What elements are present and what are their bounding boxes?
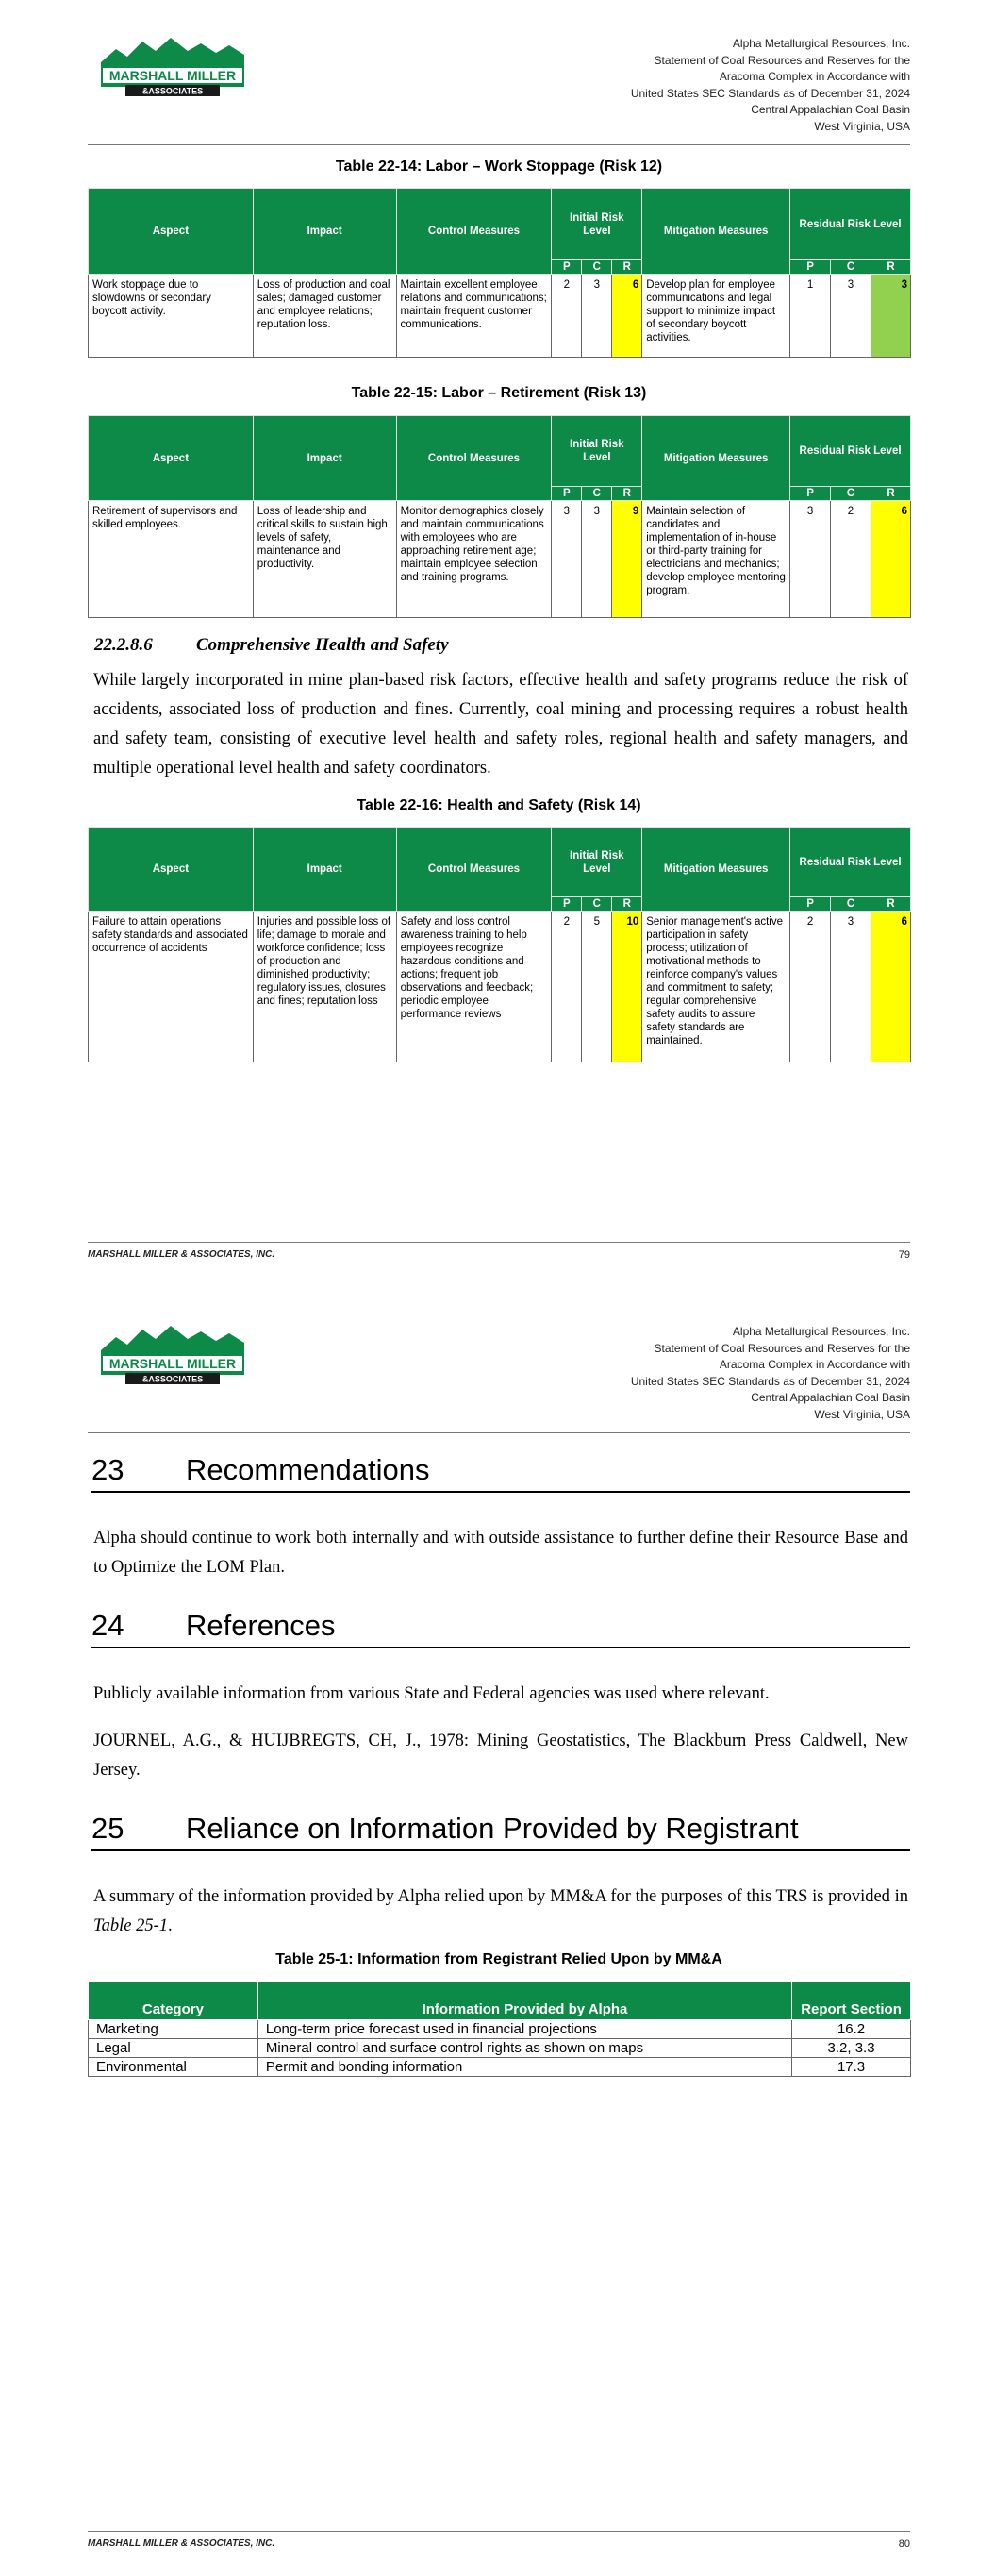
col-aspect: Aspect <box>89 189 254 275</box>
section-paragraph: JOURNEL, A.G., & HUIJBREGTS, CH, J., 1978: Mining Geostatistics, The Blackburn Press Caldwell, New Jersey. <box>93 1731 908 1780</box>
col-category: Category <box>89 1982 258 2020</box>
section-paragraph: Publicly available information from various State and Federal agencies was used where relevant. <box>93 1684 770 1703</box>
col-initial: Initial Risk Level <box>552 189 642 260</box>
col-residual: Residual Risk Level <box>790 189 911 260</box>
risk-level-yellow: 6 <box>871 912 910 1062</box>
risk-table-22-15: Aspect Impact Control Measures Initial Risk Level Mitigation Measures Residual Risk Level P C R P C R Retirement of supervisors and skilled employees. Loss of leadership and critical skills to sustain high levels of safety, maintenance and productivity. Monitor demographics closely and maintain communications with employees who are approaching retirement age; maintain employee selection and training programs. 3 3 9 Maintain selection of candidates and implementation of in-house or third-party training for electricians and mechanics; develop employee mentoring program. 3 2 6 <box>88 415 911 618</box>
table-row: Retirement of supervisors and skilled employees. Loss of leadership and critical skills to sustain high levels of safety, maintenance and productivity. Monitor demographics closely and maintain communications with employees who are approaching retirement age; maintain employee selection and training programs. 3 3 9 Maintain selection of candidates and implementation of in-house or third-party training for electricians and mechanics; develop employee mentoring program. 3 2 6 <box>89 501 911 618</box>
table-25-1 <box>88 1981 911 2077</box>
section-paragraph: Alpha should continue to work both internally and with outside assistance to further define their Resource Base and to Optimize the LOM Plan. <box>93 1529 908 1577</box>
section-heading: 25 Reliance on Information Provided by Registrant <box>91 1812 910 1851</box>
section-heading: 22.2.8.6 Comprehensive Health and Safety <box>94 635 449 655</box>
header-rule <box>88 1432 910 1433</box>
col-mitigation: Mitigation Measures <box>642 189 790 275</box>
risk-level-yellow: 9 <box>612 501 642 618</box>
page-number: 80 <box>898 2538 910 2550</box>
page-number: 79 <box>898 1249 910 1261</box>
mma-logo <box>97 1318 248 1386</box>
page-80 <box>0 1288 995 2576</box>
document-header: Alpha Metallurgical Resources, Inc. Statement of Coal Resources and Reserves for the Aracoma Complex in Accordance with United States SEC Standards as of December 31, 2024 Central Appalachian Coal Basin West Virginia, USA <box>630 37 910 133</box>
svg-text:&ASSOCIATES: &ASSOCIATES <box>141 1374 204 1384</box>
table-caption: Table 22-16: Health and Safety (Risk 14) <box>357 797 641 813</box>
risk-level-yellow: 6 <box>871 501 910 618</box>
svg-text:MARSHALL MILLER: MARSHALL MILLER <box>108 1356 237 1371</box>
table-row: Legal Mineral control and surface control rights as shown on maps 3.2, 3.3 <box>89 2039 911 2058</box>
section-paragraph: A summary of the information provided by Alpha relied upon by MM&A for the purposes of this TRS is provided in Table 25-1. <box>93 1887 908 1935</box>
svg-text:MARSHALL MILLER: MARSHALL MILLER <box>108 68 237 83</box>
table-row: Failure to attain operations safety standards and associated occurrence of accidents Injuries and possible loss of life; damage to morale and workforce confidence; loss of production and diminished productivity; regulatory issues, closures and fines; reputation loss Safety and loss control awareness training to help employees recognize hazardous conditions and actions; frequent job observations and feedback; periodic employee performance reviews 2 5 10 Senior management's active participation in safety process; utilization of motivational methods to reinforce company's values and commitment to safety; regular comprehensive safety audits to assure safety standards are maintained. 2 3 6 <box>89 912 911 1062</box>
table-caption: Table 22-15: Labor – Retirement (Risk 13) <box>351 385 647 401</box>
document-header: Alpha Metallurgical Resources, Inc. Statement of Coal Resources and Reserves for the Aracoma Complex in Accordance with United States SEC Standards as of December 31, 2024 Central Appalachian Coal Basin West Virginia, USA <box>630 1325 910 1421</box>
table-row: Marketing Long-term price forecast used in financial projections 16.2 <box>89 2020 911 2039</box>
col-section: Report Section <box>792 1982 911 2020</box>
risk-level-yellow: 6 <box>612 275 642 358</box>
section-heading: 23 Recommendations <box>91 1453 910 1493</box>
page-footer: MARSHALL MILLER & ASSOCIATES, INC. 79 <box>88 1242 910 1260</box>
risk-table-22-14: Aspect Impact Control Measures Initial Risk Level Mitigation Measures Residual Risk Level P C R P C R Work stoppage due to slowdowns or secondary boycott activity. Loss of production and coal sales; damaged customer and employee relations; reputation loss. Maintain excellent employee relations and communications; maintain frequent customer communications. 2 3 6 Develop plan for employee communications and legal support to minimize impact of secondary boycott activities. 1 3 3 <box>88 188 911 358</box>
header-rule <box>88 144 910 145</box>
risk-table-22-16: Aspect Impact Control Measures Initial Risk Level Mitigation Measures Residual Risk Level P C R P C R Failure to attain operations safety standards and associated occurrence of accidents Injuries and possible loss of life; damage to morale and workforce confidence; loss of production and diminished productivity; regulatory issues, closures and fines; reputation loss Safety and loss control awareness training to help employees recognize hazardous conditions and actions; frequent job observations and feedback; periodic employee performance reviews 2 5 10 Senior management's active participation in safety process; utilization of motivational methods to reinforce company's values and commitment to safety; regular comprehensive safety audits to assure safety standards are maintained. 2 3 6 <box>88 827 911 1062</box>
table-row: Environmental Permit and bonding information 17.3 <box>89 2058 911 2077</box>
svg-text:&ASSOCIATES: &ASSOCIATES <box>141 86 204 96</box>
col-info: Information Provided by Alpha <box>257 1982 791 2020</box>
table-caption: Table 25-1: Information from Registrant Relied Upon by MM&A <box>275 1951 722 1967</box>
risk-level-yellow: 10 <box>612 912 642 1062</box>
mma-logo <box>97 30 248 98</box>
table-row: Work stoppage due to slowdowns or secondary boycott activity. Loss of production and coal sales; damaged customer and employee relations; reputation loss. Maintain excellent employee relations and communications; maintain frequent customer communications. 2 3 6 Develop plan for employee communications and legal support to minimize impact of secondary boycott activities. 1 3 3 <box>89 275 911 358</box>
table-caption: Table 22-14: Labor – Work Stoppage (Risk 12) <box>335 159 663 175</box>
page-footer: MARSHALL MILLER & ASSOCIATES, INC. 80 <box>88 2531 910 2549</box>
risk-level-green: 3 <box>871 275 910 358</box>
section-heading: 24 References <box>91 1609 910 1648</box>
table-reference: Table 25-1 <box>93 1916 168 1935</box>
section-paragraph: While largely incorporated in mine plan-based risk factors, effective health and safety programs reduce the risk of accidents, associated loss of production and fines. Currently, coal mining and processing requires a robust health and safety team, consisting of executive level health and safety roles, regional health and safety managers, and multiple operational level health and safety coordinators. <box>93 671 908 778</box>
col-control: Control Measures <box>396 189 552 275</box>
col-impact: Impact <box>253 189 396 275</box>
